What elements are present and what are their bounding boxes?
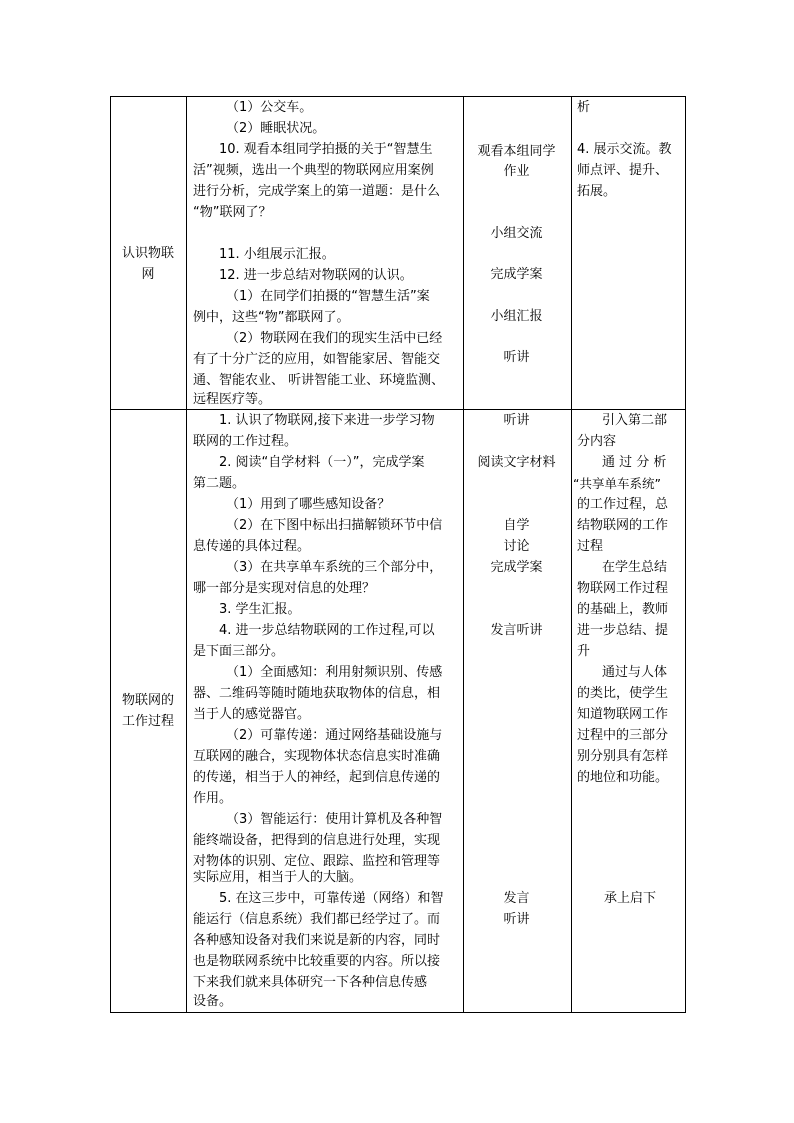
intent-line: 物联网工作过程 [577,581,669,596]
activity-line: 作业 [503,164,530,179]
content-line: 5. 在这三步中，可靠传递（网络）和智 [219,891,444,906]
intent-line: 结物联网的工作 [577,518,669,533]
section-title-line: 物联网的 [121,693,174,708]
intent-line: 拓展。 [577,184,617,199]
content-line: “物”联网了？ [193,205,272,220]
activity-line: 自学 [503,518,530,533]
content-line: 设备。 [193,994,233,1009]
activity-line: 完成学案 [490,267,543,282]
content-line: 11. 小组展示汇报。 [219,247,335,262]
section-title-line: 工作过程 [121,714,174,729]
intent-line: 的类比，使学生 [577,686,669,701]
content-line: 能终端设备，把得到的信息进行处理，实现 [193,833,441,848]
content-line: （2）物联网在我们的现实生活中已经 [226,331,443,346]
content-line: 4. 进一步总结物联网的工作过程,可以 [219,623,435,638]
intent-line: 在学生总结 [602,560,668,575]
content-line: （1）用到了哪些感知设备？ [226,497,391,512]
intent-line: 过程 [577,539,604,554]
section-title-line: 网 [141,267,155,282]
activity-line: 发言听讲 [490,623,543,638]
content-line: 活”视频，选出一个典型的物联网应用案例 [193,163,434,178]
content-line: 是下面三部分。 [193,644,285,659]
intent-line: 引入第二部 [602,413,668,428]
intent-line: 过程中的三部分 [577,728,669,743]
intent-line: 进一步总结、提 [577,623,669,638]
intent-line: 通 过 分 析 [602,455,667,470]
activity-line: 小组交流 [490,226,543,241]
section-title [111,690,185,732]
section-title-line: 认识物联 [121,246,174,261]
content-line: 对物体的识别、定位、跟踪、监控和管理等 [193,854,441,869]
content-line: 的传递，相当于人的神经，起到信息传递的 [193,770,441,785]
intent-line: 知道物联网工作 [577,707,669,722]
intent-line: 别分别具有怎样 [577,749,669,764]
content-line: 实际应用，相当于人的大脑。 [193,870,363,885]
content-line: （1）在同学们拍摄的“智慧生活”案 [226,289,430,304]
intent-line: 通过与人体 [602,665,668,680]
content-line: 能运行（信息系统）我们都已经学过了。而 [193,912,441,927]
intent-line: 的基础上，教师 [577,602,669,617]
content-line: 下来我们就来具体研究一下各种信息传感 [193,975,428,990]
intent-line: 承上启下 [604,891,657,906]
activity-line: 讨论 [503,539,530,554]
intent-line: 升 [577,644,591,659]
content-line: 当于人的感觉器官。 [193,707,311,722]
column-divider [571,97,572,1012]
intent-line: 析 [577,100,591,115]
content-line: 2. 阅读“自学材料（一）”，完成学案 [219,455,425,470]
intent-line: 的地位和功能。 [577,770,669,785]
intent-line: 4. 展示交流。教 [577,142,672,157]
intent-line: 分内容 [577,434,617,449]
content-line: （3）在共享单车系统的三个部分中， [226,560,443,575]
content-line: 远程医疗等。 [193,392,272,407]
activity-line: 听讲 [503,912,530,927]
content-line: （2）睡眠状况。 [226,121,326,136]
content-line: （2）在下图中标出扫描解锁环节中信 [226,518,443,533]
content-line: 各种感知设备对我们来说是新的内容，同时 [193,933,441,948]
content-line: 互联网的融合，实现物体状态信息实时准确 [193,749,441,764]
content-line: 哪一部分是实现对信息的处理？ [193,581,376,596]
intent-line: “共享单车系统” [573,476,661,491]
content-line: （1）全面感知：利用射频识别、传感 [226,665,443,680]
section-title [111,243,185,285]
content-line: 10. 观看本组同学拍摄的关于“智慧生 [219,142,433,157]
content-line: 进行分析，完成学案上的第一道题：是什么 [193,184,441,199]
content-line: 第二题。 [193,476,246,491]
content-line: 1. 认识了物联网,接下来进一步学习物 [219,413,435,428]
content-line: 器、二维码等随时随地获取物体的信息，相 [193,686,441,701]
activity-line: 听讲 [503,350,530,365]
content-line: 3. 学生汇报。 [219,602,301,617]
activity-line: 观看本组同学 [477,144,556,159]
content-line: 联网的工作过程。 [193,434,298,449]
activity-line: 阅读文字材料 [477,455,556,470]
content-line: （2）可靠传递：通过网络基础设施与 [226,728,443,743]
intent-line: 的工作过程，总 [577,497,669,512]
activity-line: 发言 [503,891,530,906]
activity-line: 听讲 [503,413,530,428]
activity-line: 完成学案 [490,560,543,575]
content-line: 息传递的具体过程。 [193,539,311,554]
content-line: 也是物联网系统中比较重要的内容。所以接 [193,954,441,969]
content-line: 通、智能农业、 听讲智能工业、环境监测、 [193,373,445,388]
activity-line: 小组汇报 [490,309,543,324]
content-line: 12. 进一步总结对物联网的认识。 [219,268,413,283]
content-line: 例中，这些“物”都联网了。 [193,310,350,325]
content-line: 有了十分广泛的应用，如智能家居、智能交 [193,352,441,367]
content-line: （3）智能运行：使用计算机及各种智 [226,812,443,827]
content-line: 作用。 [193,791,233,806]
content-line: （1）公交车。 [226,100,313,115]
column-divider [186,97,187,1012]
intent-line: 师点评、提升、 [577,163,669,178]
